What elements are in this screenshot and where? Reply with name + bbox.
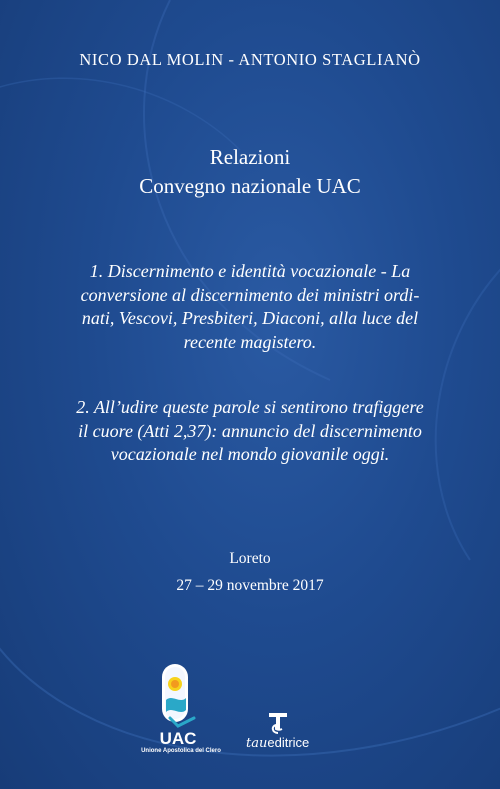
abstract-1-line: recente magistero. <box>183 331 317 352</box>
uac-logo <box>148 660 214 750</box>
event-place: Loreto <box>229 550 271 567</box>
abstract-2 <box>55 396 445 467</box>
tau-word: tau <box>246 736 268 751</box>
event-dates: 27 – 29 novembre 2017 <box>176 577 324 594</box>
abstract-1-line: 1. Discernimento e identità vocazionale - La <box>89 261 411 281</box>
title-block <box>0 143 500 201</box>
abstract-2-line: il cuore (Atti 2,37): annuncio del discernimento <box>78 420 422 441</box>
abstract-1 <box>55 260 445 354</box>
abstract-2-line: vocazionale nel mondo giovanile oggi. <box>110 444 390 464</box>
editrice-word: editrice <box>267 735 310 750</box>
title-line-2: Convegno nazionale UAC <box>139 174 361 198</box>
event-info <box>0 545 500 599</box>
tau-editrice-logo-icon <box>268 712 288 734</box>
abstract-2-line: 2. All’udire queste parole si sentirono trafiggere <box>76 397 424 417</box>
uac-caption: Unione Apostolica del Clero <box>141 748 221 754</box>
title-line-1: Relazioni <box>209 145 291 169</box>
uac-logo-text: UAC <box>159 729 197 748</box>
authors: NICO DAL MOLIN - ANTONIO STAGLIANÒ <box>79 50 421 69</box>
abstract-1-line: nati, Vescovi, Presbiteri, Diaconi, alla luce del <box>81 308 419 328</box>
tau-editrice-wordmark <box>246 735 336 751</box>
abstract-1-line: conversione al discernimento dei ministri ordi- <box>80 284 420 305</box>
